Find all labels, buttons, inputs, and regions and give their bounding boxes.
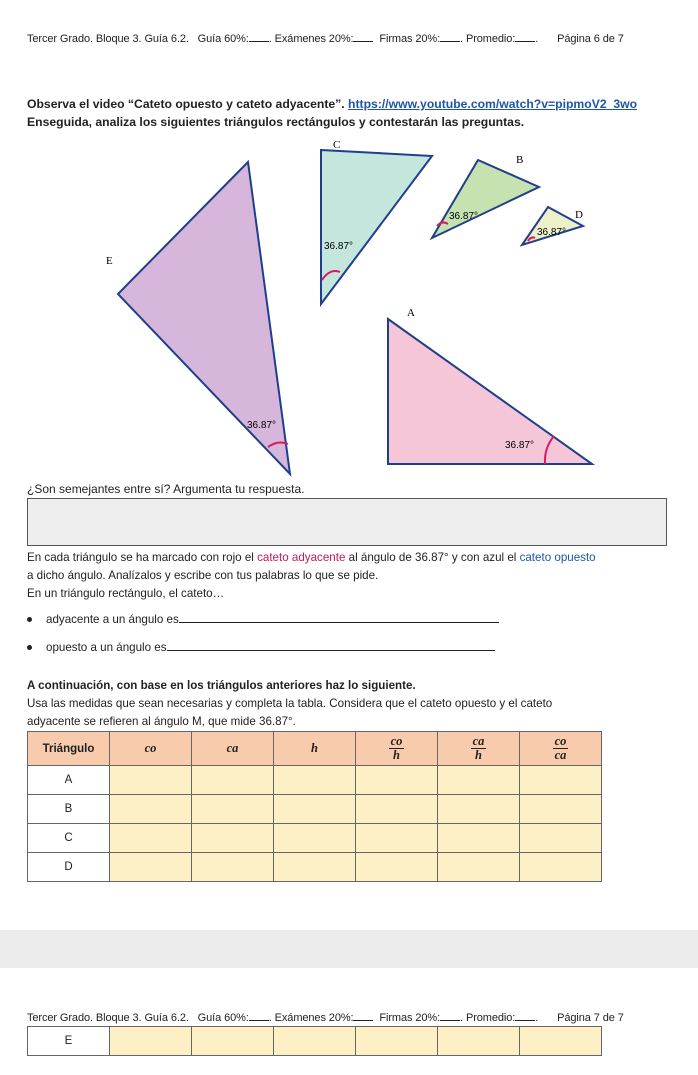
angle-label-b: 36.87° (449, 211, 479, 222)
bullet-icon (27, 617, 32, 622)
page-7 (0, 968, 698, 1075)
table-cell[interactable] (110, 824, 192, 853)
task-title: A continuación, con base en los triángulos anteriores haz lo siguiente. (27, 679, 416, 692)
answer-box[interactable] (27, 498, 667, 546)
header-h: h (274, 732, 356, 766)
angle-label-c: 36.87° (324, 241, 354, 252)
numerator: ca (472, 734, 485, 748)
row-label: C (28, 824, 110, 853)
table-cell[interactable] (110, 766, 192, 795)
numerator: co (390, 734, 403, 748)
answer-line[interactable] (167, 640, 495, 651)
table-cell[interactable] (438, 766, 520, 795)
table-cell[interactable] (356, 795, 438, 824)
bullet-text: opuesto a un ángulo es (46, 641, 167, 654)
page-header: Tercer Grado. Bloque 3. Guía 6.2. Guía 60%: . Exámenes 20%: Firmas 20%: . Promedio: . Página 6 de 7 (27, 33, 624, 45)
triangle-c (321, 150, 432, 304)
page-header: Tercer Grado. Bloque 3. Guía 6.2. Guía 60%: . Exámenes 20%: Firmas 20%: . Promedio: . Página 7 de 7 (27, 1012, 624, 1024)
table-cell[interactable] (520, 1027, 602, 1056)
bullet-opuesto (27, 640, 495, 654)
header-ca-h (438, 732, 520, 766)
table-cell[interactable] (274, 853, 356, 882)
bullet-adyacente (27, 612, 499, 626)
intro-text: Observa el video “Cateto opuesto y cateto adyacente”. (27, 97, 345, 111)
table-cell[interactable] (110, 795, 192, 824)
table-cell[interactable] (520, 853, 602, 882)
denominator: ca (554, 748, 567, 762)
table-cell[interactable] (192, 795, 274, 824)
triangle-a (388, 319, 592, 464)
table-cell[interactable] (438, 824, 520, 853)
label-a: A (407, 307, 415, 319)
table-cell[interactable] (438, 853, 520, 882)
task-line-2: adyacente se refieren al ángulo M, que mide 36.87°. (27, 715, 296, 728)
paragraph-line-1 (27, 551, 596, 564)
question-similarity: ¿Son semejantes entre sí? Argumenta tu respuesta. (27, 482, 305, 496)
table-cell[interactable] (110, 853, 192, 882)
header-examenes: Exámenes 20%: (274, 33, 354, 45)
header-firmas: Firmas 20%: (379, 1012, 441, 1024)
cateto-opuesto-text: cateto opuesto (519, 551, 596, 564)
table-cell[interactable] (438, 795, 520, 824)
header-examenes: Exámenes 20%: (274, 1012, 354, 1024)
table-cell[interactable] (356, 766, 438, 795)
table-cell[interactable] (520, 766, 602, 795)
page-number: Página 7 de 7 (557, 1012, 624, 1024)
header-co-ca (520, 732, 602, 766)
header-title: Tercer Grado. Bloque 3. Guía 6.2. (27, 33, 189, 45)
table-cell[interactable] (356, 1027, 438, 1056)
label-e: E (106, 255, 113, 267)
table-row (28, 1027, 602, 1056)
header-title: Tercer Grado. Bloque 3. Guía 6.2. (27, 1012, 189, 1024)
cateto-adyacente-text: cateto adyacente (257, 551, 346, 564)
para-text-a: En cada triángulo se ha marcado con rojo el (27, 551, 258, 564)
table-cell[interactable] (356, 853, 438, 882)
row-label: B (28, 795, 110, 824)
triangles-figure (0, 130, 698, 480)
table-cell[interactable] (192, 824, 274, 853)
header-promedio: Promedio: (465, 33, 516, 45)
header-guia: Guía 60%: (197, 33, 249, 45)
header-co: co (110, 732, 192, 766)
ratios-table (27, 731, 602, 882)
video-link[interactable]: https://www.youtube.com/watch?v=pipmoV2_3wo (348, 97, 638, 111)
table-row (28, 853, 602, 882)
triangle-d (522, 207, 583, 245)
header-ca: ca (192, 732, 274, 766)
header-triangulo: Triángulo (28, 732, 110, 766)
table-cell[interactable] (274, 766, 356, 795)
table-cell[interactable] (438, 1027, 520, 1056)
page-gap (0, 930, 698, 968)
intro-line-2: Enseguida, analiza los siguientes triángulos rectángulos y contestarán las preguntas. (27, 115, 525, 129)
answer-line[interactable] (179, 612, 499, 623)
angle-label-d: 36.87° (537, 227, 567, 238)
bullet-text: adyacente a un ángulo es (46, 613, 179, 626)
intro-line-1 (27, 97, 637, 111)
header-promedio: Promedio: (465, 1012, 516, 1024)
header-co-h (356, 732, 438, 766)
paragraph-line-2: a dicho ángulo. Analízalos y escribe con tus palabras lo que se pide. (27, 569, 379, 582)
table-cell[interactable] (356, 824, 438, 853)
row-label: A (28, 766, 110, 795)
header-guia: Guía 60%: (197, 1012, 249, 1024)
row-label: D (28, 853, 110, 882)
denominator: h (393, 748, 400, 762)
ratios-table-continued (27, 1026, 602, 1056)
label-d: D (575, 209, 583, 221)
table-cell[interactable] (192, 1027, 274, 1056)
angle-label-e: 36.87° (247, 420, 277, 431)
numerator: co (554, 734, 567, 748)
table-cell[interactable] (520, 824, 602, 853)
label-b: B (516, 154, 524, 166)
table-cell[interactable] (110, 1027, 192, 1056)
para-text-b: al ángulo de 36.87° y con azul el (345, 551, 520, 564)
table-row (28, 766, 602, 795)
angle-label-a: 36.87° (505, 440, 535, 451)
table-cell[interactable] (274, 824, 356, 853)
table-row (28, 795, 602, 824)
table-cell[interactable] (520, 795, 602, 824)
table-cell[interactable] (274, 795, 356, 824)
page-number: Página 6 de 7 (557, 33, 624, 45)
row-label: E (28, 1027, 110, 1056)
table-cell[interactable] (192, 766, 274, 795)
label-c: C (333, 139, 341, 151)
header-firmas: Firmas 20%: (379, 33, 441, 45)
task-line-1: Usa las medidas que sean necesarias y completa la tabla. Considera que el cateto opuesto y el cateto (27, 697, 553, 710)
table-cell[interactable] (274, 1027, 356, 1056)
bullet-icon (27, 645, 32, 650)
table-cell[interactable] (192, 853, 274, 882)
denominator: h (475, 748, 482, 762)
paragraph-line-3: En un triángulo rectángulo, el cateto… (27, 587, 225, 600)
triangle-b (432, 160, 539, 238)
table-row (28, 824, 602, 853)
